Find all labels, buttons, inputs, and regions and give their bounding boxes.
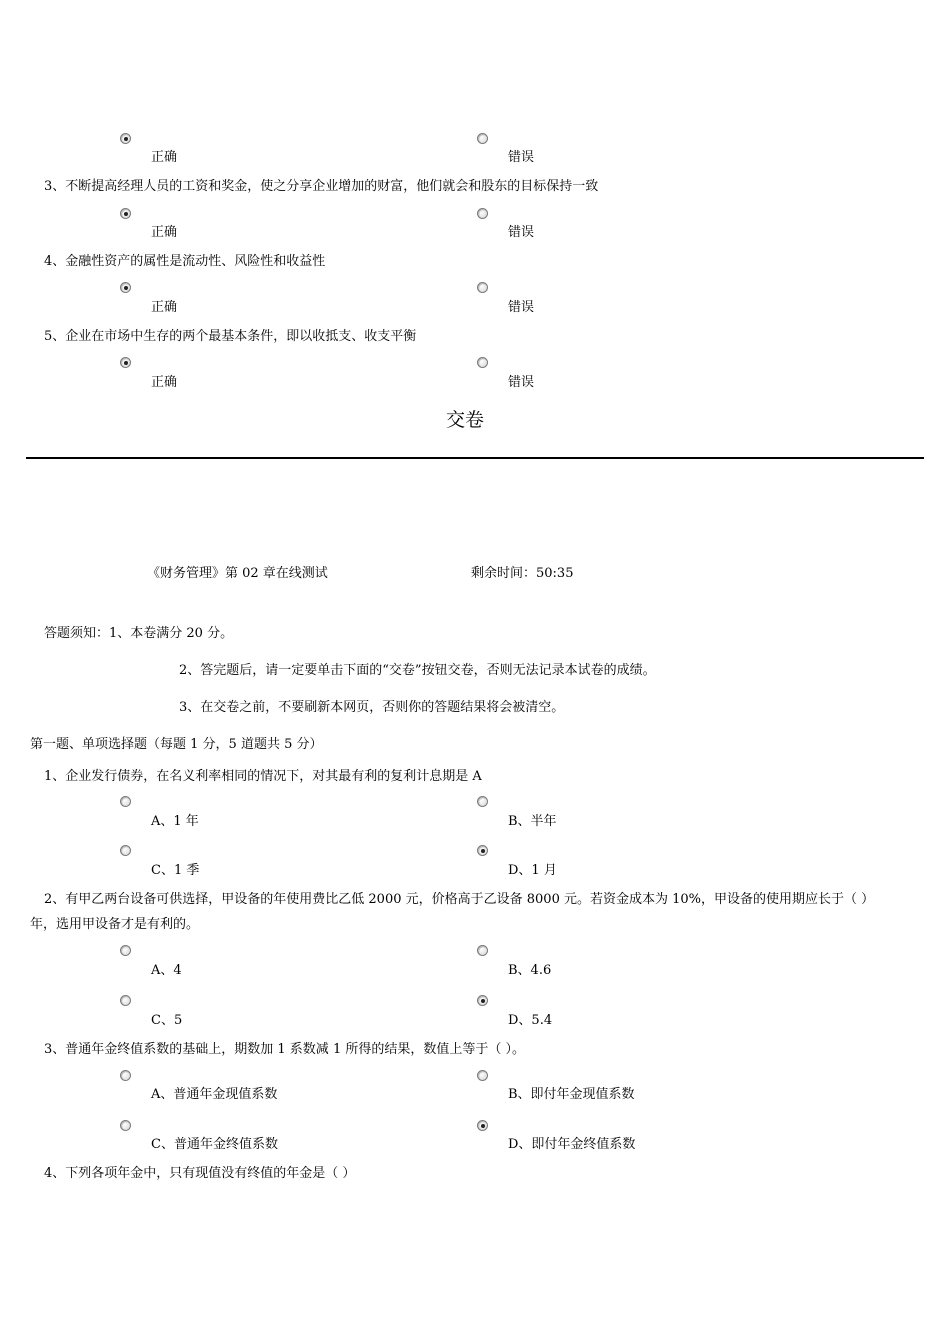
mc-q2-option-c-label: C、5 — [151, 1013, 183, 1028]
quiz-title: 《财务管理》第 02 章在线测试 — [147, 566, 328, 581]
remaining-time: 剩余时间：50:35 — [471, 566, 574, 581]
mc-q3-option-b-label: B、即付年金现值系数 — [508, 1087, 635, 1102]
tf-question-4-text: 4、金融性资产的属性是流动性、风险性和收益性 — [44, 254, 326, 269]
notice-line-1: 答题须知：1、本卷满分 20 分。 — [44, 626, 234, 641]
tf-q3-wrong-radio[interactable] — [477, 208, 488, 219]
mc-question-1-text: 1、企业发行债券，在名义利率相同的情况下，对其最有利的复利计息期是 A — [44, 769, 482, 784]
notice-line-2: 2、答完题后，请一定要单击下面的“交卷”按钮交卷，否则无法记录本试卷的成绩。 — [179, 663, 656, 678]
tf-q5-wrong-radio[interactable] — [477, 357, 488, 368]
tf-question-5-text: 5、企业在市场中生存的两个最基本条件，即以收抵支、收支平衡 — [44, 329, 417, 344]
q2-option-wrong-radio[interactable] — [477, 133, 488, 144]
mc-q2-option-c-radio[interactable] — [120, 995, 131, 1006]
mc-q2-option-d-label: D、5.4 — [508, 1013, 553, 1028]
mc-q3-option-c-label: C、普通年金终值系数 — [151, 1137, 278, 1152]
mc-q2-option-a-radio[interactable] — [120, 945, 131, 956]
mc-q1-option-d-radio[interactable] — [477, 845, 488, 856]
mc-q1-option-c-radio[interactable] — [120, 845, 131, 856]
section-title: 第一题、单项选择题（每题 1 分，5 道题共 5 分） — [30, 737, 323, 752]
tf-question-3-text: 3、不断提高经理人员的工资和奖金，使之分享企业增加的财富，他们就会和股东的目标保持一致 — [44, 179, 599, 194]
mc-q1-option-c-label: C、1 季 — [151, 863, 200, 878]
tf-q3-correct-radio[interactable] — [120, 208, 131, 219]
submit-exam-button[interactable]: 交卷 — [445, 409, 484, 431]
mc-q3-option-c-radio[interactable] — [120, 1120, 131, 1131]
mc-q3-option-b-radio[interactable] — [477, 1070, 488, 1081]
q2-option-wrong-label: 错误 — [508, 150, 535, 165]
tf-q4-wrong-label: 错误 — [508, 300, 535, 315]
tf-q3-wrong-label: 错误 — [508, 225, 535, 240]
tf-q4-wrong-radio[interactable] — [477, 282, 488, 293]
mc-question-2-text-line1: 2、有甲乙两台设备可供选择，甲设备的年使用费比乙低 2000 元，价格高于乙设备 8000 元。若资金成本为 10%，甲设备的使用期应长于（ ） — [44, 892, 875, 907]
mc-q1-option-a-radio[interactable] — [120, 796, 131, 807]
mc-q3-option-d-radio[interactable] — [477, 1120, 488, 1131]
mc-question-3-text: 3、普通年金终值系数的基础上，期数加 1 系数减 1 所得的结果，数值上等于（ ）。 — [44, 1042, 525, 1057]
mc-q2-option-d-radio[interactable] — [477, 995, 488, 1006]
tf-q3-correct-label: 正确 — [151, 225, 178, 240]
tf-q4-correct-radio[interactable] — [120, 282, 131, 293]
tf-q4-correct-label: 正确 — [151, 300, 178, 315]
notice-line-3: 3、在交卷之前，不要刷新本网页，否则你的答题结果将会被清空。 — [179, 700, 565, 715]
mc-q1-option-b-label: B、半年 — [508, 814, 557, 829]
mc-q1-option-d-label: D、1 月 — [508, 863, 557, 878]
mc-q3-option-d-label: D、即付年金终值系数 — [508, 1137, 636, 1152]
mc-q2-option-b-label: B、4.6 — [508, 963, 552, 978]
page-divider — [26, 457, 924, 459]
mc-q3-option-a-radio[interactable] — [120, 1070, 131, 1081]
mc-q1-option-b-radio[interactable] — [477, 796, 488, 807]
mc-question-2-text-line2: 年，选用甲设备才是有利的。 — [30, 917, 200, 932]
mc-question-4-text: 4、下列各项年金中，只有现值没有终值的年金是（ ） — [44, 1166, 356, 1181]
mc-q2-option-b-radio[interactable] — [477, 945, 488, 956]
mc-q2-option-a-label: A、4 — [151, 963, 182, 978]
q2-option-correct-radio[interactable] — [120, 133, 131, 144]
q2-option-correct-label: 正确 — [151, 150, 178, 165]
tf-q5-correct-radio[interactable] — [120, 357, 131, 368]
mc-q3-option-a-label: A、普通年金现值系数 — [151, 1087, 278, 1102]
tf-q5-wrong-label: 错误 — [508, 375, 535, 390]
tf-q5-correct-label: 正确 — [151, 375, 178, 390]
mc-q1-option-a-label: A、1 年 — [151, 814, 199, 829]
